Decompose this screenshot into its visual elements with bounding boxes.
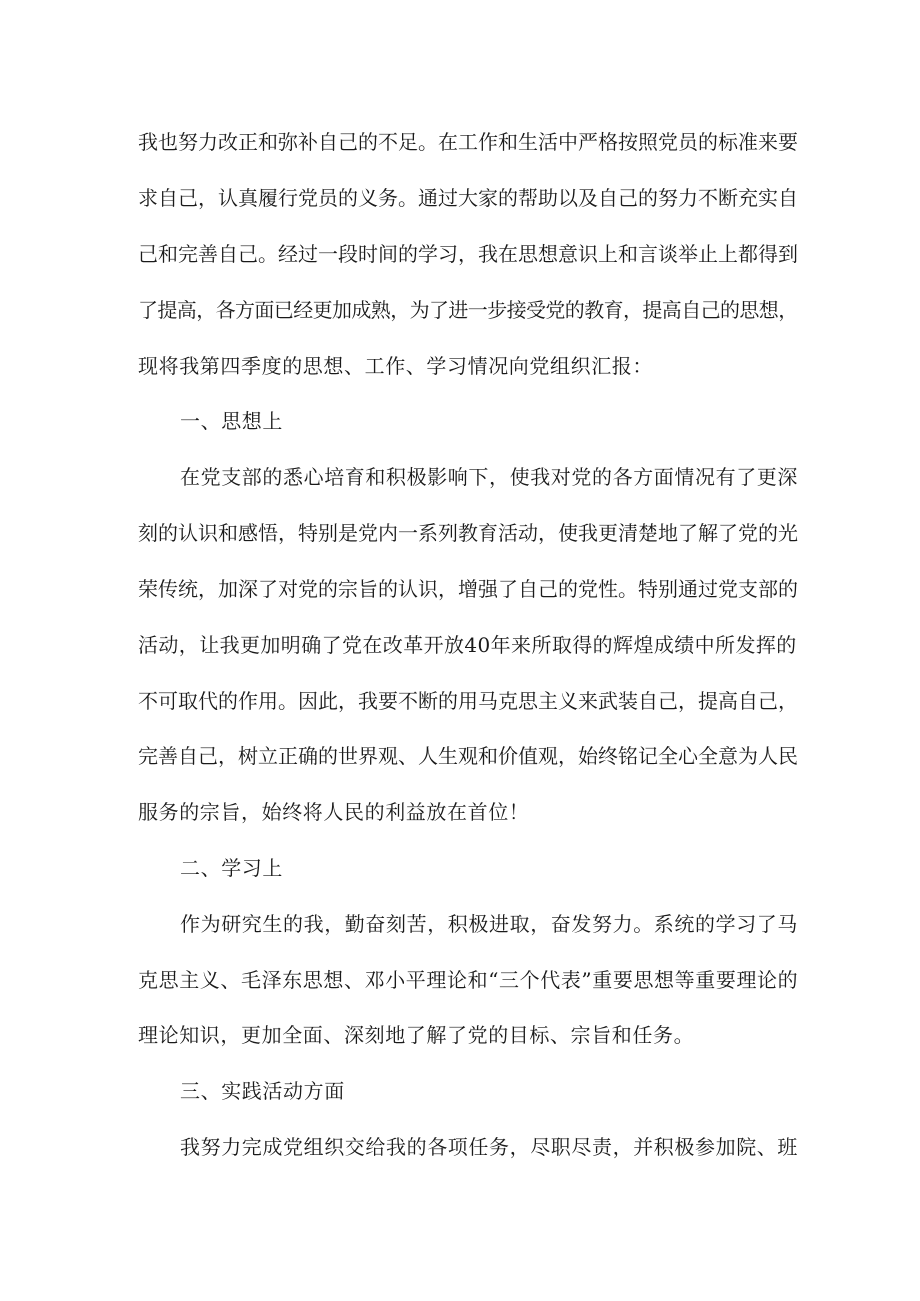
paragraph-line: 作为研究生的我，勤奋刻苦，积极进取，奋发努力。系统的学习了马 bbox=[180, 912, 798, 936]
paragraph-line: 己和完善自己。经过一段时间的学习，我在思想意识上和言谈举止上都得到 bbox=[138, 242, 798, 266]
paragraph-line: 刻的认识和感悟，特别是党内一系列教育活动，使我更清楚地了解了党的光 bbox=[138, 521, 798, 545]
paragraph-line: 克思主义、毛泽东思想、邓小平理论和“三个代表”重要思想等重要理论的 bbox=[138, 968, 799, 992]
paragraph-line: 现将我第四季度的思想、工作、学习情况向党组织汇报： bbox=[138, 354, 653, 378]
paragraph-line: 不可取代的作用。因此，我要不断的用马克思主义来武装自己，提高自己， bbox=[138, 689, 798, 713]
section-heading-practice: 三、实践活动方面 bbox=[180, 1079, 345, 1103]
paragraph-line: 服务的宗旨，始终将人民的利益放在首位！ bbox=[138, 800, 530, 824]
paragraph-line: 在党支部的悉心培育和积极影响下，使我对党的各方面情况有了更深 bbox=[180, 465, 798, 489]
paragraph-line: 了提高，各方面已经更加成熟，为了进一步接受党的教育，提高自己的思想， bbox=[138, 298, 798, 322]
paragraph-line: 活动，让我更加明确了党在改革开放40年来所取得的辉煌成绩中所发挥的 bbox=[138, 633, 797, 657]
paragraph-line: 荣传统，加深了对党的宗旨的认识，增强了自己的党性。特别通过党支部的 bbox=[138, 577, 798, 601]
paragraph-line: 我也努力改正和弥补自己的不足。在工作和生活中严格按照党员的标准来要 bbox=[138, 130, 798, 154]
section-heading-thought: 一、思想上 bbox=[180, 409, 283, 433]
paragraph-line: 完善自己，树立正确的世界观、人生观和价值观，始终铭记全心全意为人民 bbox=[138, 744, 798, 768]
paragraph-line: 求自己，认真履行党员的义务。通过大家的帮助以及自己的努力不断充实自 bbox=[138, 186, 798, 210]
paragraph-line: 我努力完成党组织交给我的各项任务，尽职尽责，并积极参加院、班 bbox=[180, 1135, 798, 1159]
section-heading-study: 二、学习上 bbox=[180, 856, 283, 880]
paragraph-line: 理论知识，更加全面、深刻地了解了党的目标、宗旨和任务。 bbox=[138, 1023, 695, 1047]
